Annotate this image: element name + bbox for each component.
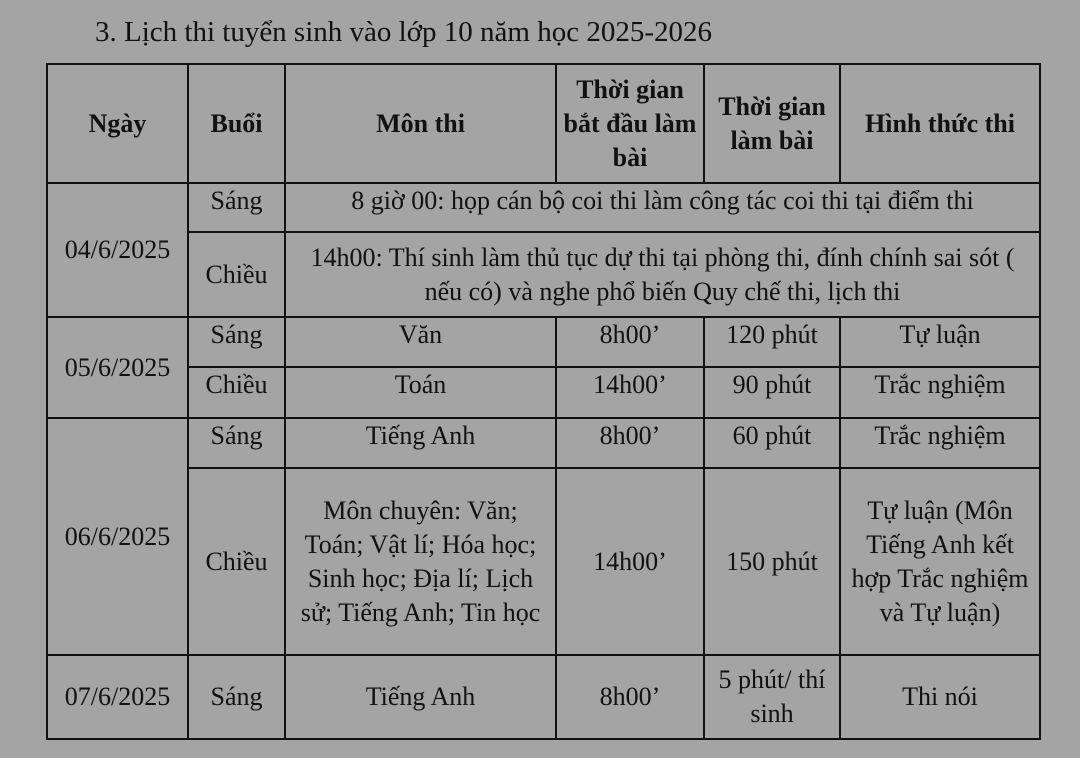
subject-cell: Tiếng Anh [285, 655, 556, 739]
format-cell: Tự luận (Môn Tiếng Anh kết hợp Trắc nghiệm và Tự luận) [840, 468, 1040, 655]
header-subject: Môn thi [285, 64, 556, 183]
header-start-time: Thời gian bắt đầu làm bài [556, 64, 704, 183]
note-cell: 8 giờ 00: họp cán bộ coi thi làm công tác coi thi tại điểm thi [285, 183, 1040, 232]
table-row [47, 468, 1040, 655]
session-cell: Sáng [188, 655, 285, 739]
subject-cell: Toán [285, 367, 556, 418]
table-row [47, 232, 1040, 317]
duration-cell: 120 phút [704, 317, 840, 367]
duration-cell: 60 phút [704, 418, 840, 468]
start-time-cell: 8h00’ [556, 418, 704, 468]
exam-schedule-table [46, 63, 1041, 740]
subject-cell: Văn [285, 317, 556, 367]
table-header-row [47, 64, 1040, 183]
date-cell: 07/6/2025 [47, 655, 188, 739]
session-cell: Sáng [188, 317, 285, 367]
header-duration: Thời gian làm bài [704, 64, 840, 183]
table-row [47, 418, 1040, 468]
note-cell: 14h00: Thí sinh làm thủ tục dự thi tại phòng thi, đính chính sai sót ( nếu có) và nghe phổ biến Quy chế thi, lịch thi [285, 232, 1040, 317]
start-time-cell: 8h00’ [556, 317, 704, 367]
session-cell: Sáng [188, 418, 285, 468]
start-time-cell: 8h00’ [556, 655, 704, 739]
header-day: Ngày [47, 64, 188, 183]
session-cell: Chiều [188, 232, 285, 317]
section-heading: 3. Lịch thi tuyển sinh vào lớp 10 năm học 2025-2026 [95, 16, 713, 48]
date-cell: 04/6/2025 [47, 183, 188, 317]
subject-cell: Tiếng Anh [285, 418, 556, 468]
format-cell: Trắc nghiệm [840, 418, 1040, 468]
format-cell: Thi nói [840, 655, 1040, 739]
session-cell: Chiều [188, 468, 285, 655]
cropped-text-strip [0, 746, 1080, 758]
date-cell: 06/6/2025 [47, 418, 188, 655]
header-session: Buổi [188, 64, 285, 183]
date-cell: 05/6/2025 [47, 317, 188, 418]
duration-cell: 150 phút [704, 468, 840, 655]
table-row [47, 367, 1040, 418]
start-time-cell: 14h00’ [556, 468, 704, 655]
table-row [47, 655, 1040, 739]
subject-cell: Môn chuyên: Văn; Toán; Vật lí; Hóa học; Sinh học; Địa lí; Lịch sử; Tiếng Anh; Tin học [285, 468, 556, 655]
table-row [47, 317, 1040, 367]
session-cell: Chiều [188, 367, 285, 418]
table-row [47, 183, 1040, 232]
format-cell: Tự luận [840, 317, 1040, 367]
start-time-cell: 14h00’ [556, 367, 704, 418]
duration-cell: 5 phút/ thí sinh [704, 655, 840, 739]
format-cell: Trắc nghiệm [840, 367, 1040, 418]
session-cell: Sáng [188, 183, 285, 232]
duration-cell: 90 phút [704, 367, 840, 418]
header-format: Hình thức thi [840, 64, 1040, 183]
